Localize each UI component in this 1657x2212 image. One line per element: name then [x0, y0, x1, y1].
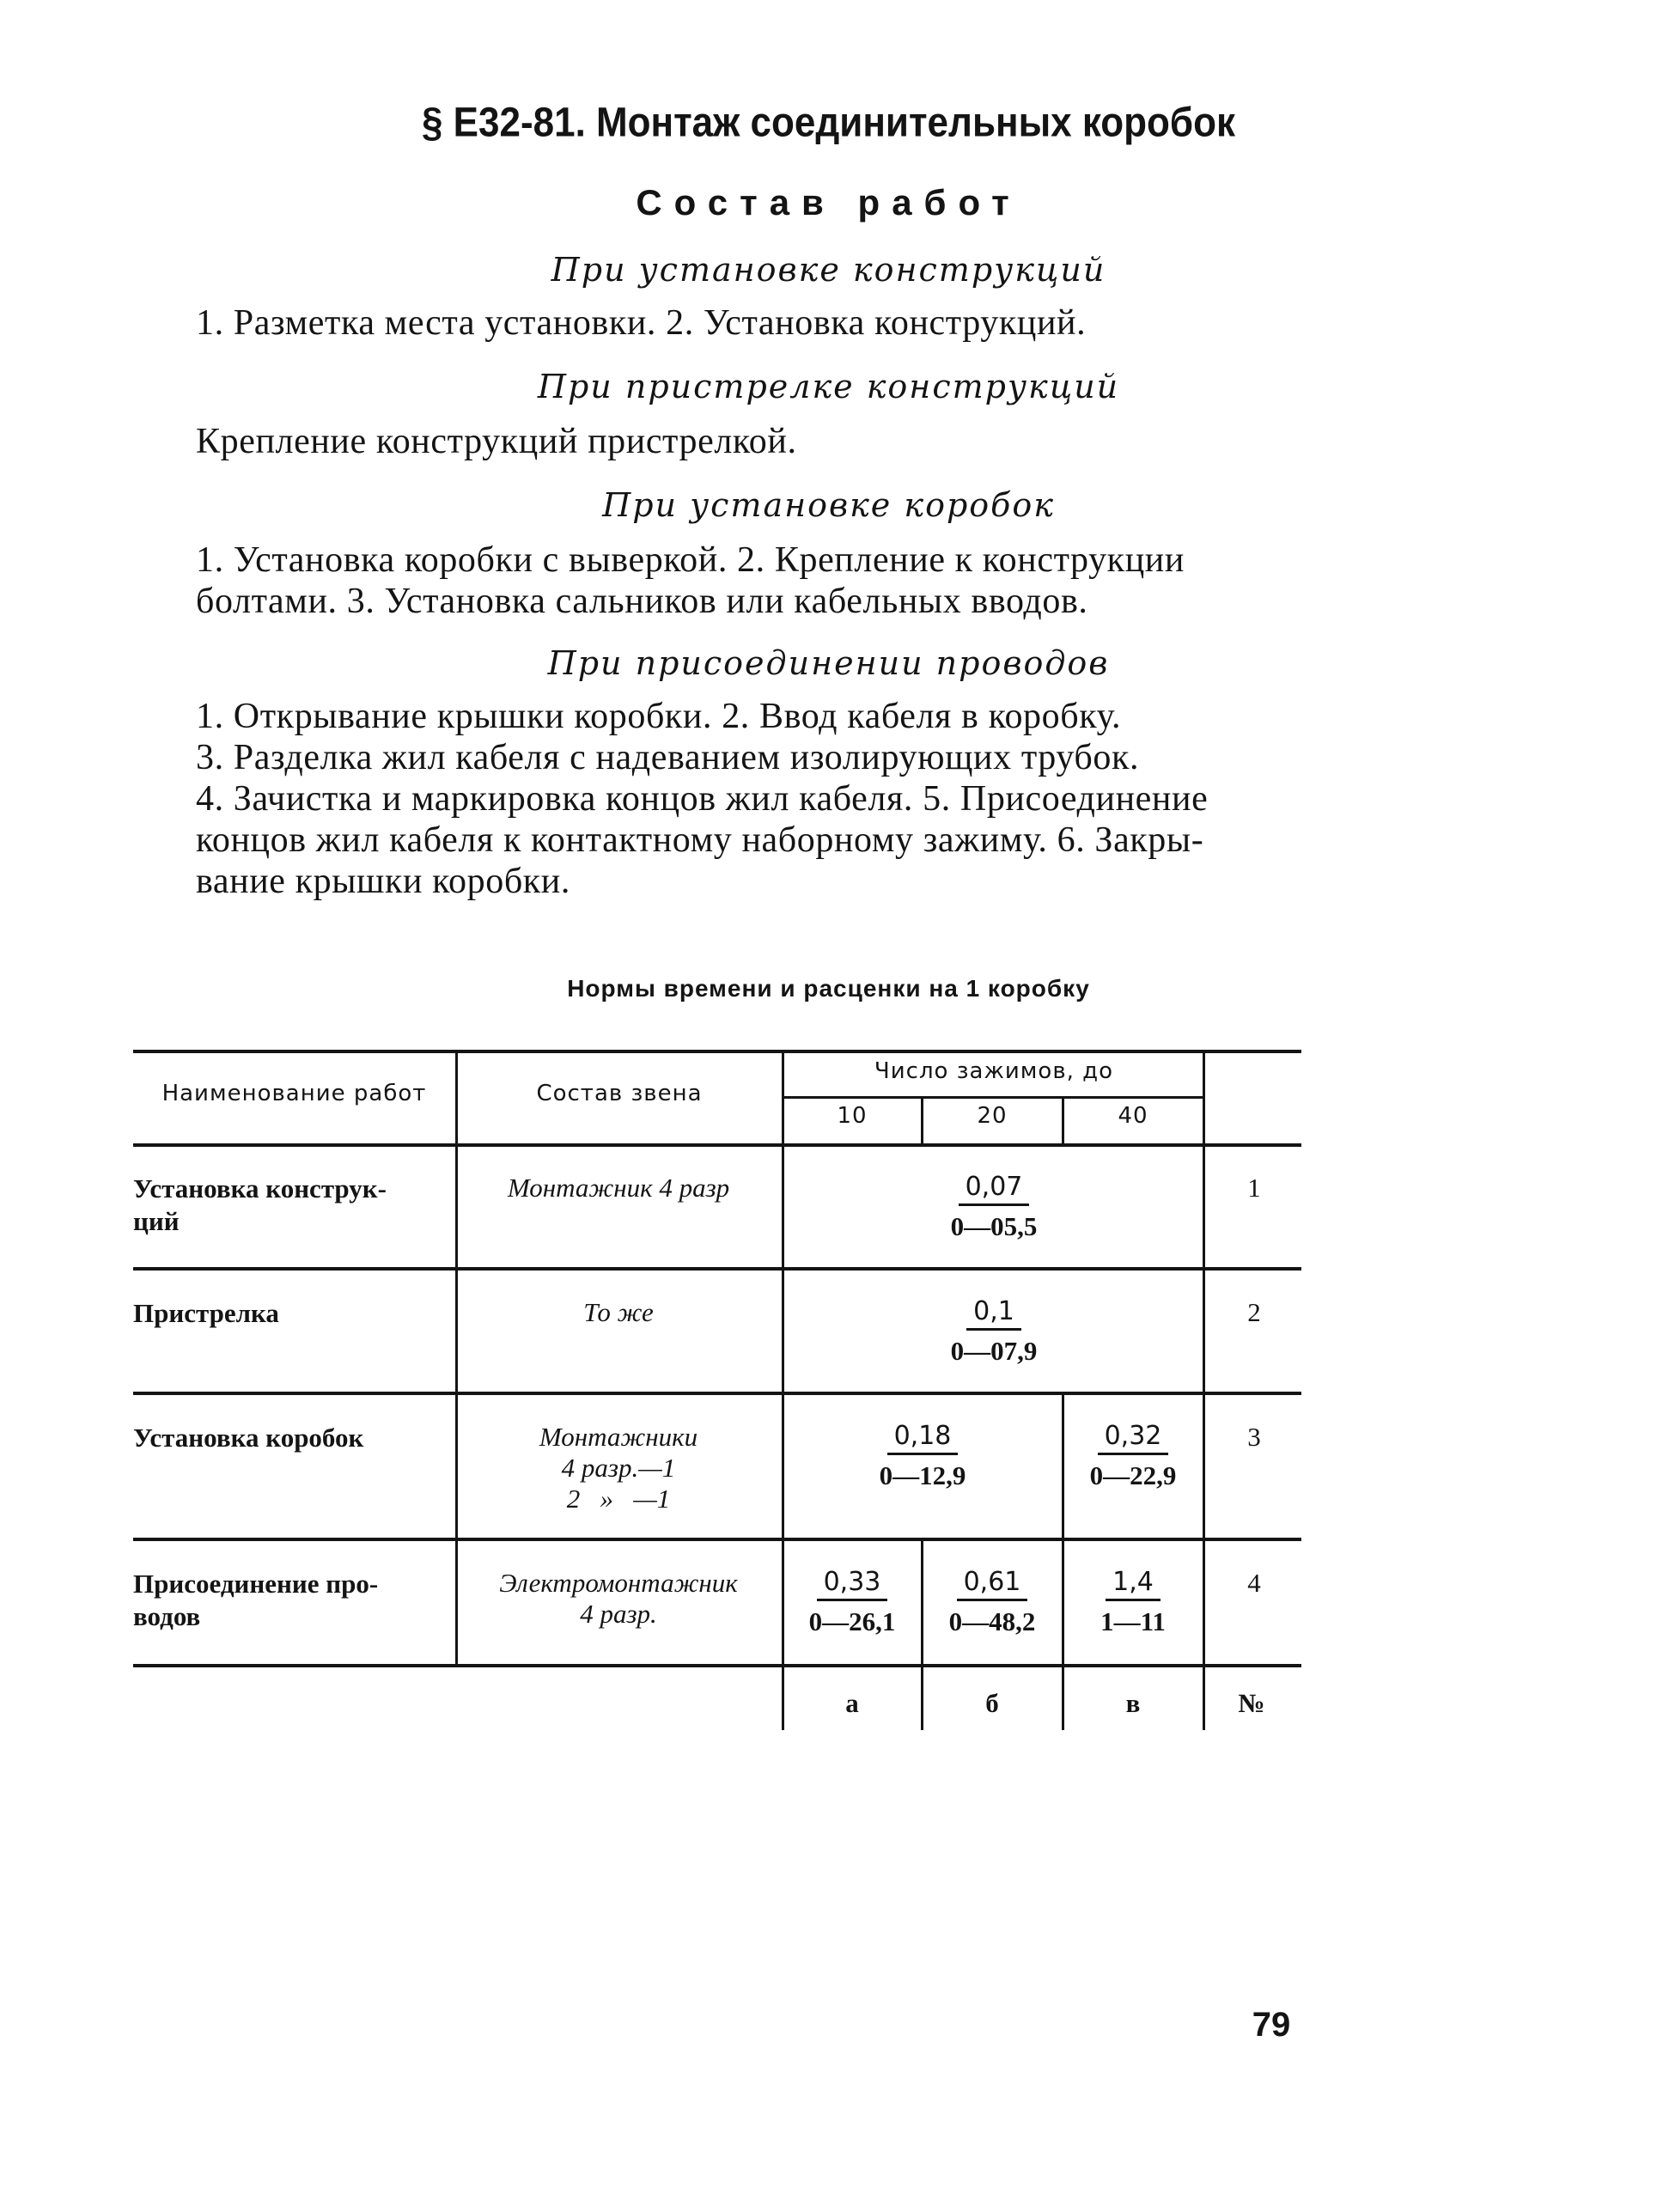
norm-price: 0—48,2 [948, 1606, 1036, 1636]
norm-time: 0,18 [887, 1421, 959, 1455]
norm-time: 0,07 [959, 1172, 1030, 1206]
header-col-40: 40 [1118, 1103, 1148, 1129]
norm-price: 0—22,9 [1089, 1460, 1177, 1490]
table-subheader-rule [783, 1096, 1204, 1099]
subsection-title-connect-wires: При присоединении проводов [547, 644, 1110, 682]
paragraph-line: 1. Разметка места установки. 2. Установка конструкций. [196, 303, 1087, 343]
table-row-3-crew: Монтажники 4 разр.—1 2 » —1 [539, 1422, 698, 1514]
norm-price: 0—26,1 [808, 1606, 896, 1636]
paragraph-line: 1. Установка коробки с выверкой. 2. Крепление к конструкции [196, 540, 1185, 580]
table-header-rule [133, 1143, 1301, 1147]
table-row-4-name: Присоединение про- водов [133, 1569, 379, 1631]
norm-price: 0—05,5 [950, 1211, 1038, 1241]
paragraph-connect-wires [196, 696, 1295, 902]
section-title: § Е32-81. Монтаж соединительных коробок [421, 99, 1235, 146]
paragraph-line: болтами. 3. Установка сальников или кабельных вводов. [196, 582, 1088, 621]
norm-time: 0,32 [1098, 1421, 1169, 1455]
paragraph-install-structures [196, 302, 1295, 344]
norm-time: 0,61 [957, 1567, 1028, 1601]
paragraph-line: 1. Открывание крышки коробки. 2. Ввод кабеля в коробку. [196, 697, 1122, 736]
table-row-4-norm-a [783, 1566, 921, 1637]
table-bottom-rule [133, 1664, 1301, 1667]
norm-price: 0—12,9 [879, 1460, 966, 1490]
header-crew: Состав звена [536, 1081, 703, 1106]
header-col-10: 10 [837, 1103, 868, 1129]
table-row-3-name: Установка коробок [133, 1423, 364, 1453]
work-composition-heading: Состав работ [636, 182, 1021, 222]
table-top-rule [133, 1050, 1301, 1053]
table-row-rule [133, 1392, 1301, 1395]
header-clamp-count: Число зажимов, до [874, 1058, 1114, 1084]
table-row-2-norm [783, 1295, 1204, 1367]
subsection-title-install-structures: При установке конструкций [551, 251, 1106, 289]
paragraph-line: вание крышки коробки. [196, 862, 570, 901]
paragraph-line: 4. Зачистка и маркировка концов жил кабеля. 5. Присоединение [196, 779, 1209, 819]
paragraph-line: Крепление конструкций пристрелкой. [196, 422, 797, 461]
paragraph-line: концов жил кабеля к контактному наборному зажиму. 6. Закры- [196, 820, 1204, 860]
subsection-title-shooting: При пристрелке конструкций [537, 368, 1120, 405]
column-divider [1203, 1051, 1205, 1730]
norm-time: 0,1 [966, 1296, 1021, 1331]
table-row-4-crew: Электромонтажник 4 разр. [499, 1568, 738, 1629]
table-row-4-number: 4 [1247, 1568, 1261, 1598]
table-row-1-norm [783, 1171, 1204, 1242]
table-row-1-crew: Монтажник 4 разр [507, 1173, 730, 1203]
header-col-20: 20 [977, 1103, 1008, 1129]
table-row-2-number: 2 [1247, 1297, 1261, 1327]
table-row-3-norm-b [1063, 1420, 1203, 1491]
table-row-4-norm-c [1063, 1566, 1203, 1637]
table-row-rule [133, 1538, 1301, 1541]
paragraph-install-boxes [196, 539, 1295, 622]
norm-time: 0,33 [817, 1567, 888, 1601]
page-number: 79 [1252, 2006, 1291, 2044]
paragraph-line: 3. Разделка жил кабеля с надеванием изолирующих трубок. [196, 738, 1140, 777]
paragraph-shooting [196, 421, 1295, 462]
table-row-3-number: 3 [1247, 1422, 1261, 1452]
header-work-name: Наименование работ [161, 1081, 427, 1106]
norm-price: 1—11 [1100, 1606, 1166, 1636]
column-letter-b: б [985, 1688, 999, 1718]
norm-time: 1,4 [1106, 1567, 1161, 1601]
table-row-1-number: 1 [1247, 1173, 1261, 1203]
subsection-title-install-boxes: При установке коробок [602, 486, 1055, 524]
table-row-rule [133, 1267, 1301, 1271]
column-number-sign: № [1238, 1688, 1265, 1718]
column-letter-a: а [845, 1688, 859, 1718]
table-row-4-norm-b [923, 1566, 1062, 1637]
table-row-2-name: Пристрелка [133, 1298, 279, 1328]
table-row-3-norm-a [783, 1420, 1062, 1491]
column-letter-v: в [1125, 1688, 1141, 1718]
norm-price: 0—07,9 [950, 1336, 1038, 1366]
table-row-2-crew: То же [583, 1297, 654, 1327]
table-caption: Нормы времени и расценки на 1 коробку [567, 975, 1090, 1002]
table-row-1-name: Установка конструк- ций [133, 1173, 387, 1236]
